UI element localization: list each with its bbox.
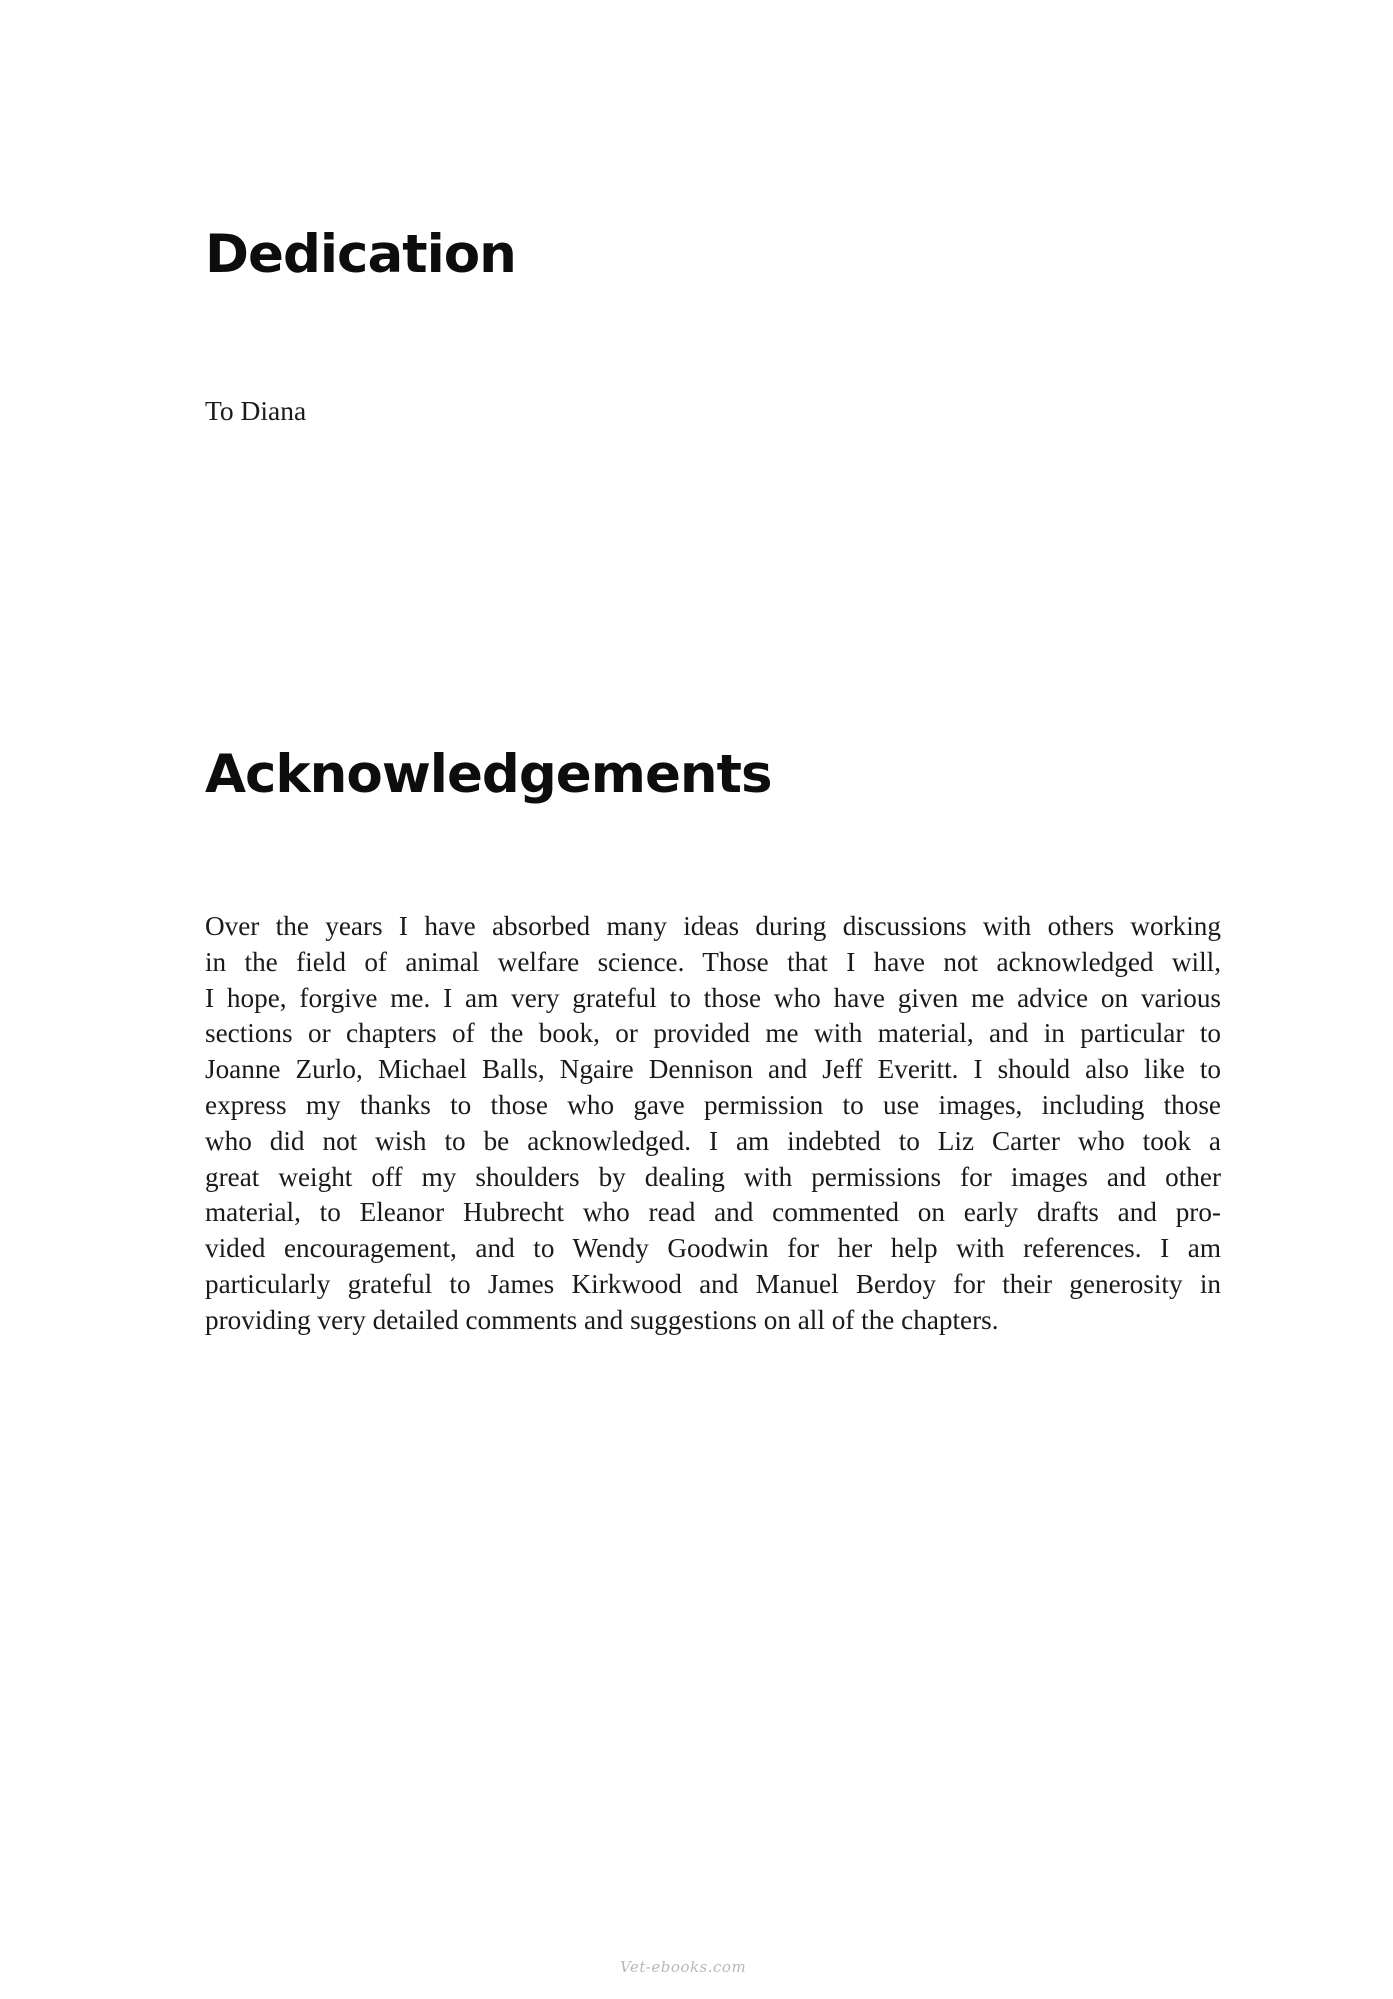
acknowledgements-paragraph — [205, 909, 1221, 1339]
dedication-text: To Diana — [205, 395, 307, 426]
footer-watermark — [620, 1958, 746, 1976]
paragraph-line: great weight off my shoulders by dealing with permissions for images and other — [205, 1161, 1221, 1192]
paragraph-line: who did not wish to be acknowledged. I am indebted to Liz Carter who took a — [205, 1125, 1221, 1156]
acknowledgements-heading: Acknowledgements — [205, 744, 772, 805]
paragraph-line: providing very detailed comments and suggestions on all of the chapters. — [205, 1304, 999, 1335]
paragraph-line: sections or chapters of the book, or provided me with material, and in particular to — [205, 1018, 1221, 1049]
paragraph-line: in the field of animal welfare science. Those that I have not acknowledged will, — [205, 946, 1221, 977]
watermark-text: Vet-ebooks.com — [620, 1958, 747, 1976]
paragraph-line: particularly grateful to James Kirkwood and Manuel Berdoy for their generosity in — [205, 1268, 1221, 1299]
paragraph-line: I hope, forgive me. I am very grateful to those who have given me advice on various — [205, 982, 1221, 1013]
dedication-heading: Dedication — [205, 224, 516, 285]
paragraph-line: vided encouragement, and to Wendy Goodwin for her help with references. I am — [205, 1233, 1221, 1264]
paragraph-line: express my thanks to those who gave permission to use images, including those — [205, 1089, 1221, 1120]
paragraph-line: Joanne Zurlo, Michael Balls, Ngaire Dennison and Jeff Everitt. I should also like to — [205, 1054, 1221, 1085]
paragraph-line: Over the years I have absorbed many ideas during discussions with others working — [205, 911, 1221, 941]
paragraph-line: material, to Eleanor Hubrecht who read and commented on early drafts and pro- — [205, 1197, 1221, 1228]
